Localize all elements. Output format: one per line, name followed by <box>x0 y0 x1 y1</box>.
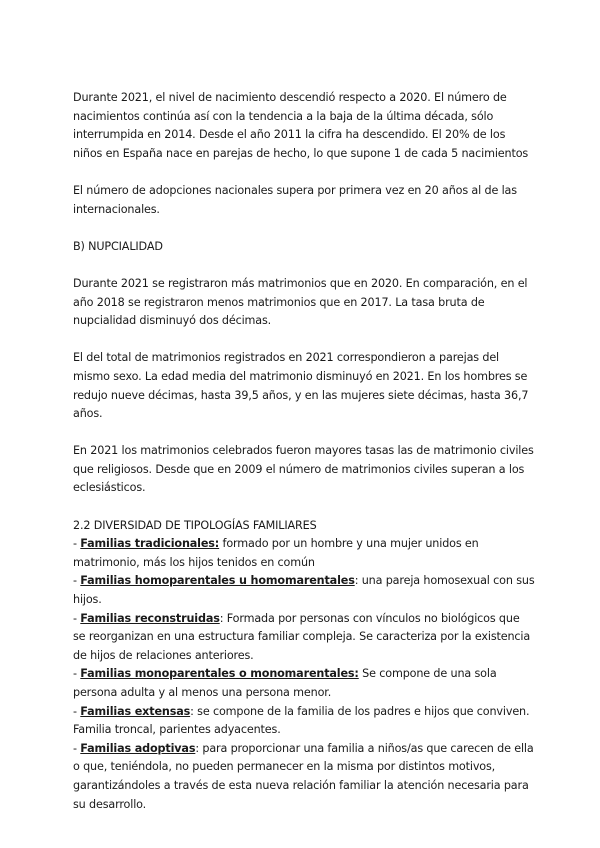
paragraph-adoptions: El número de adopciones nacionales supera por primera vez en 20 años al de las internacionales. <box>73 183 517 216</box>
list-item-monoparental <box>73 665 535 702</box>
list-item-reconstructed <box>73 610 535 666</box>
family-types-list <box>73 535 535 814</box>
item-bullet: - <box>73 741 81 755</box>
item-term: Familias adoptivas <box>80 741 196 755</box>
item-bullet: - <box>73 667 81 681</box>
item-text: : se compone de la familia de los padres e hijos que conviven. Familia troncal, parientes adyacentes. <box>73 704 530 737</box>
item-bullet: - <box>73 704 81 718</box>
paragraph-marriages-count: Durante 2021 se registraron más matrimonios que en 2020. En comparación, en el año 2018 se registraron menos matrimonios que en 2017. La tasa bruta de nupcialidad disminuyó dos décimas. <box>73 276 528 328</box>
item-text: : para proporcionar una familia a niños/as que carecen de ella o que, teniéndola, no pueden permanecer en la misma por distintos motivos, garantizándoles a través de esta nueva relación familiar la atención necesaria para su desarrollo. <box>73 741 534 811</box>
item-text: Se compone de una sola persona adulta y al menos una persona menor. <box>73 667 497 699</box>
item-bullet: - <box>73 574 81 588</box>
section-title-nupcialidad: B) NUPCIALIDAD <box>73 239 163 253</box>
document-content <box>73 89 535 814</box>
item-bullet: - <box>73 611 81 625</box>
list-item-adoptive <box>73 740 535 814</box>
item-term: Familias homoparentales u homomarentales <box>80 574 355 588</box>
item-term: Familias extensas <box>80 704 191 718</box>
list-item-homoparental <box>73 572 535 609</box>
item-term: Familias monoparentales o monomarentales: <box>80 667 359 681</box>
list-item-extended <box>73 703 535 740</box>
item-text: formado por un hombre y una mujer unidos en matrimonio, más los hijos tenidos en común <box>73 537 479 569</box>
item-text: : una pareja homosexual con sus hijos. <box>73 574 535 607</box>
list-item-traditional <box>73 535 535 572</box>
item-term: Familias reconstruidas <box>80 611 220 625</box>
item-bullet: - <box>73 537 81 551</box>
section-title-family-diversity: 2.2 DIVERSIDAD DE TIPOLOGÍAS FAMILIARES <box>73 518 317 532</box>
paragraph-same-sex-marriages: El del total de matrimonios registrados en 2021 correspondieron a parejas del mismo sexo. La edad media del matrimonio disminuyó en 2021. En los hombres se redujo nueve décimas, hasta 39,5 años, y en las mujeres siete décimas, hasta 36,7 años. <box>73 351 529 421</box>
item-text: : Formada por personas con vínculos no biológicos que se reorganizan en una estructura familiar compleja. Se caracteriza por la existencia de hijos de relaciones anteriores. <box>73 611 531 662</box>
item-term: Familias tradicionales: <box>80 537 220 551</box>
paragraph-births: Durante 2021, el nivel de nacimiento descendió respecto a 2020. El número de nacimientos continúa así con la tendencia a la baja de la última década, sólo interrumpida en 2014. Desde el año 2011 la cifra ha descendido. El 20% de los niños en España nace en parejas de hecho, lo que supone 1 de cada 5 nacimientos <box>73 91 529 160</box>
paragraph-civil-marriages: En 2021 los matrimonios celebrados fueron mayores tasas las de matrimonio civiles que religiosos. Desde que en 2009 el número de matrimonios civiles superan a los eclesiásticos. <box>73 444 534 495</box>
